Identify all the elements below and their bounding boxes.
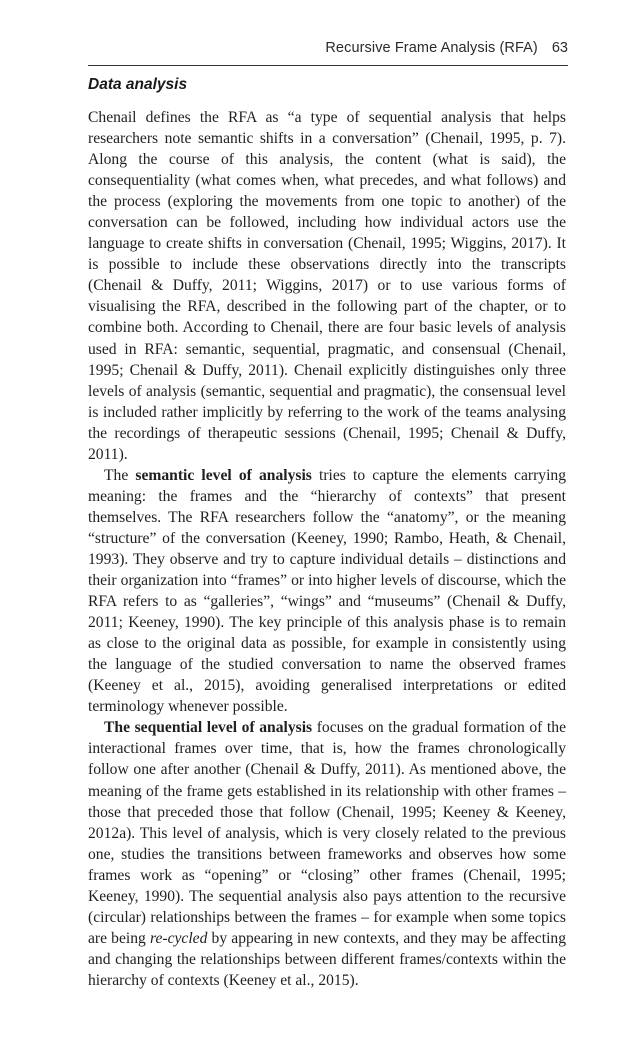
paragraph-3-body-a: focuses on the gradual formation of the interactional frames over time, that is, how the frames chronologically follow one after another (Chenail & Duffy, 2011). As mentioned above, the meaning of the frame gets established in its relationship with other frames – those that preceded those that follow (Chenail, 1995; Keeney & Keeney, 2012a). This level of analysis, which is very closely related to the previous one, studies the transitions between frameworks and observes how some frames work as “opening” or “closing” other frames (Chenail, 1995; Keeney, 1990). The sequential analysis also pays attention to the recursive (circular) relationships between the frames – for example when some topics are being xyxy=(88,719,566,947)
paragraph-2-body: tries to capture the elements carrying meaning: the frames and the “hierarchy of contexts” that present themselves. The RFA researchers follow the “anatomy”, or the meaning “structure” of the conversation (Keeney, 1990; Rambo, Heath, & Chenail, 1993). They observe and try to capture individual details – distinctions and their organization into “frames” or into higher levels of discourse, which the RFA refers to as “galleries”, “wings” and “museums” (Chenail & Duffy, 2011; Keeney, 1990). The key principle of this analysis phase is to remain as close to the original data as possible, for example in consistently using the language of the studied conversation to name the observed frames (Keeney et al., 2015), avoiding generalised interpretations or edited terminology whenever possible. xyxy=(88,466,566,716)
term-sequential-level: The sequential level of analysis xyxy=(104,719,313,737)
page-number: 63 xyxy=(551,40,568,56)
paragraph-2-lead: The xyxy=(104,466,136,484)
term-semantic-level: semantic level of analysis xyxy=(135,466,312,484)
paragraph-2 xyxy=(88,465,566,718)
body-text xyxy=(88,107,566,991)
running-head xyxy=(90,40,568,62)
running-head-title: Recursive Frame Analysis (RFA) xyxy=(325,40,538,56)
section-heading: Data analysis xyxy=(88,76,188,93)
paragraph-3 xyxy=(88,717,566,991)
header-rule xyxy=(88,65,568,66)
paragraph-3-body-b: by appearing in new contexts, and they may be affecting and changing the relationships between different frames/contexts within the hierarchy of contexts (Keeney et al., 2015). xyxy=(88,929,566,989)
paragraph-1: Chenail defines the RFA as “a type of sequential analysis that helps researchers note semantic shifts in a conversation” (Chenail, 1995, p. 7). Along the course of this analysis, the content (what is said), the consequentiality (what comes when, what precedes, and what follows) and the process (exploring the movements from one topic to another) of the conversation can be followed, including how individual actors use the language to create shifts in conversation (Chenail, 1995; Wiggins, 2017). It is possible to include these observations directly into the transcripts (Chenail & Duffy, 2011; Wiggins, 2017) or to use various forms of visualising the RFA, described in the following part of the chapter, or to combine both. According to Chenail, there are four basic levels of analysis used in RFA: semantic, sequential, pragmatic, and consensual (Chenail, 1995; Chenail & Duffy, 2011). Chenail explicitly distinguishes only three levels of analysis (semantic, sequential and pragmatic), the consensual level is included rather implicitly by referring to the work of the teams analysing the recordings of therapeutic sessions (Chenail, 1995; Chenail & Duffy, 2011). xyxy=(88,109,566,463)
term-re-cycled: re-cycled xyxy=(149,929,208,947)
